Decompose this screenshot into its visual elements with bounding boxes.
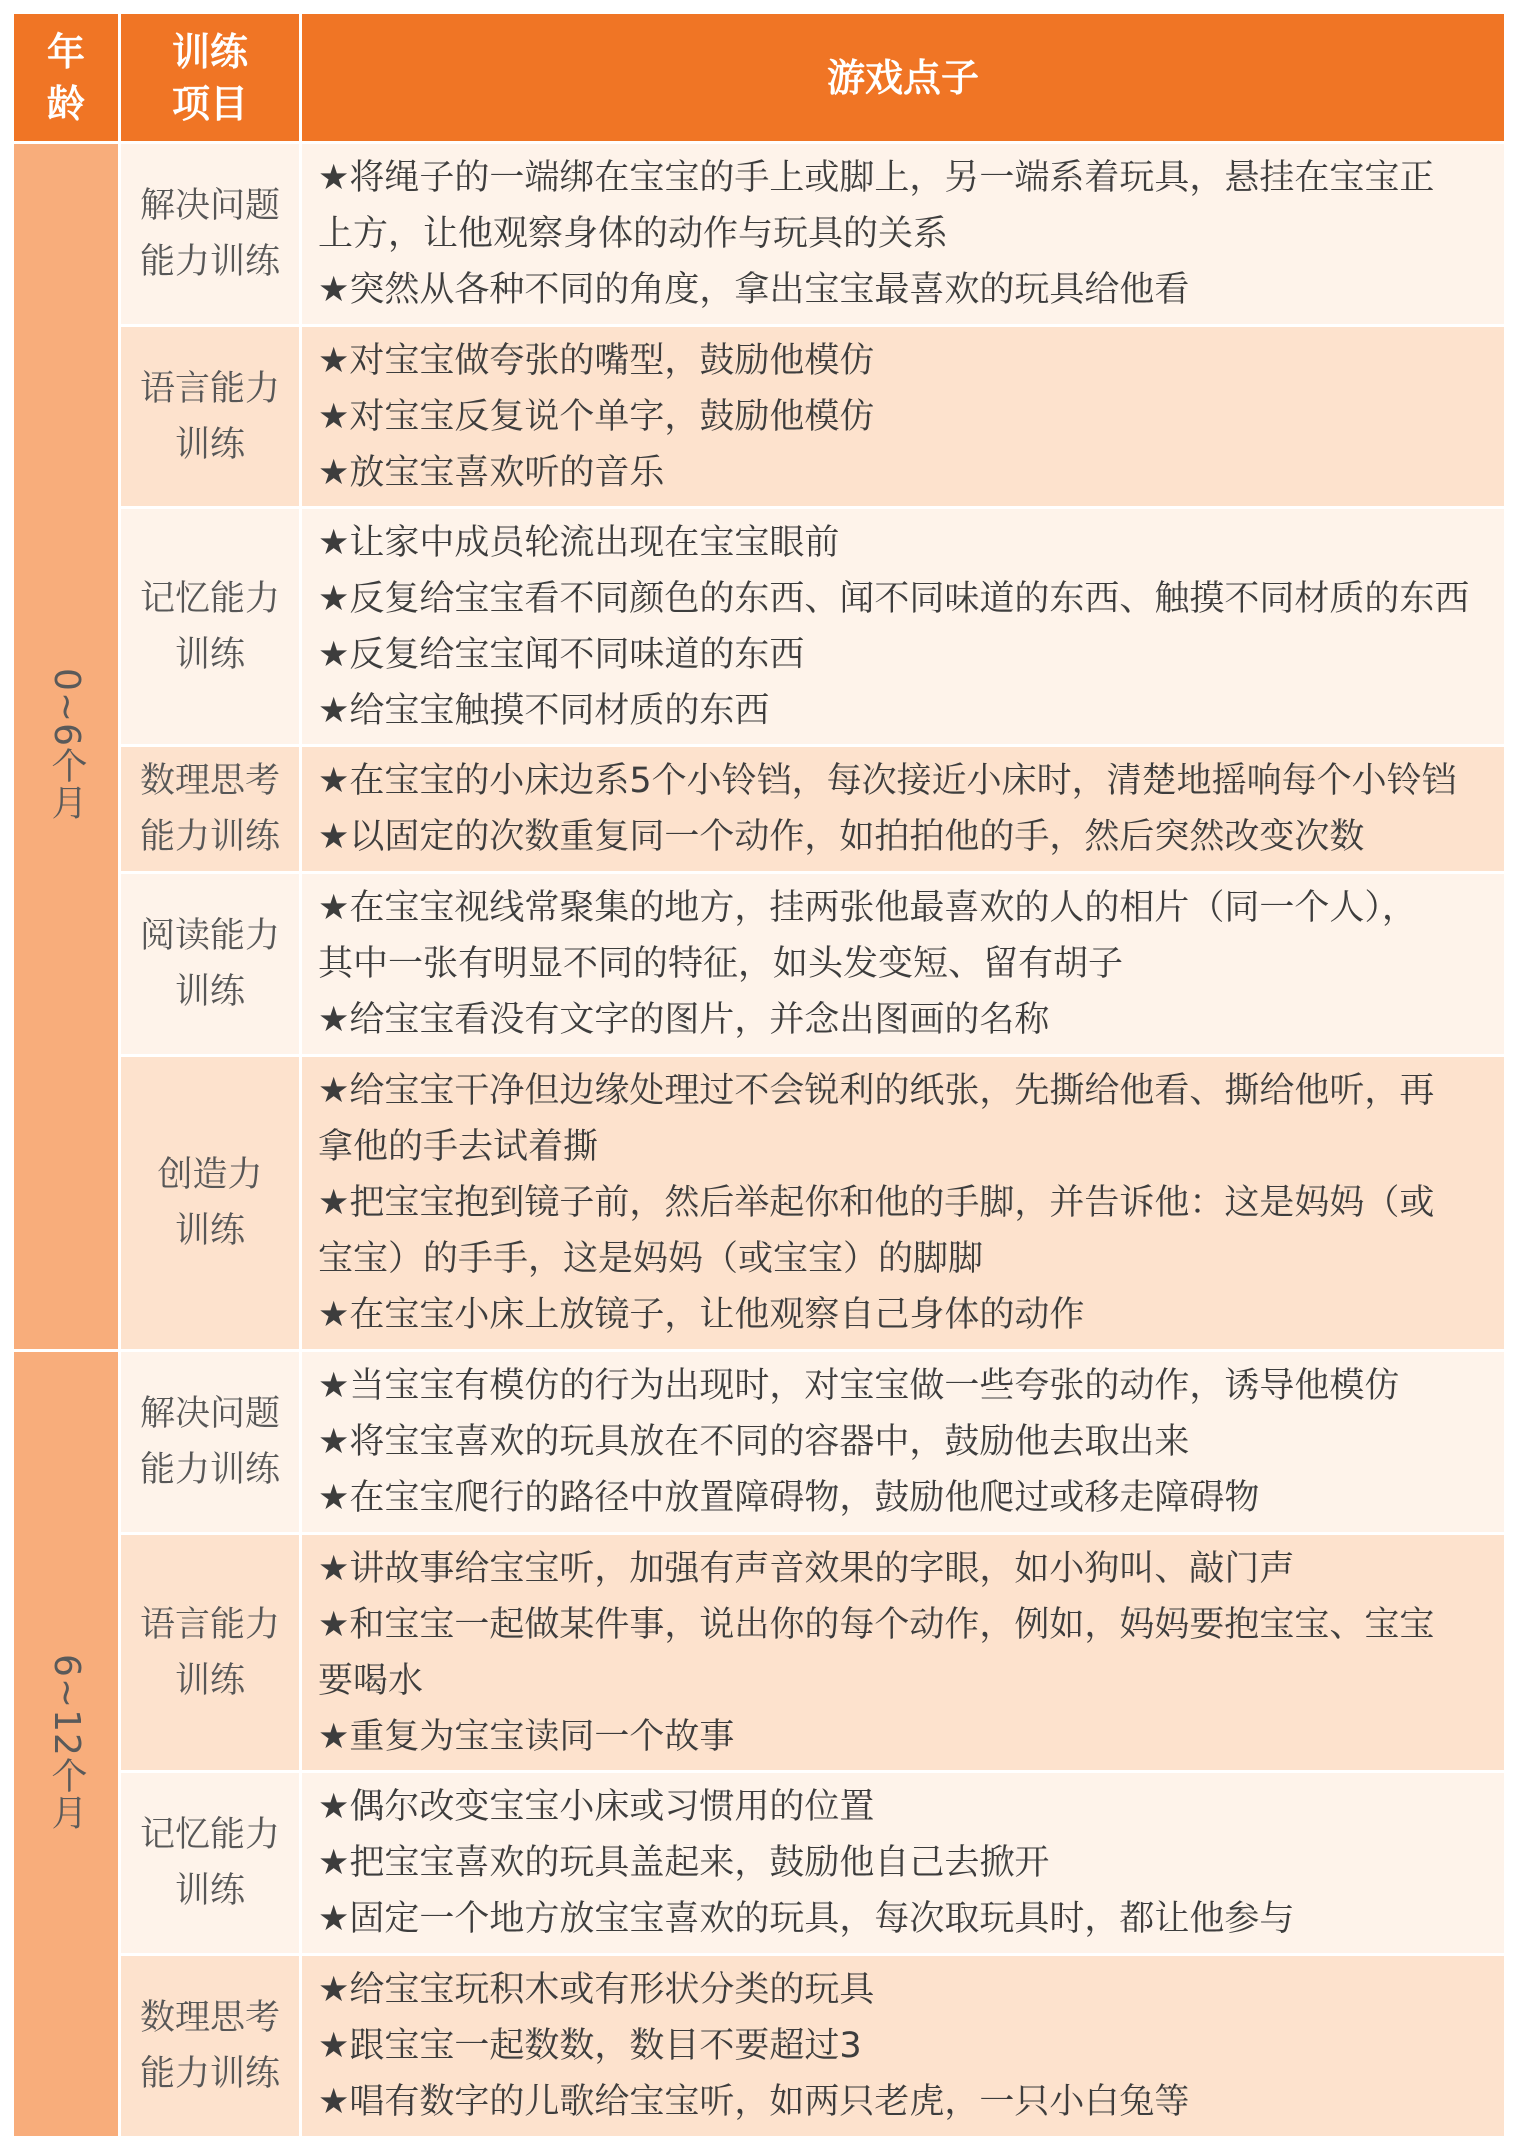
game-ideas-cell: [301, 873, 1506, 1056]
category-label-line: 能力训练: [139, 1450, 280, 1490]
idea-line: ★给宝宝干净但边缘处理过不会锐利的纸张，先撕给他看、撕给他听，再: [318, 1071, 1435, 1111]
idea-line: ★将绳子的一端绑在宝宝的手上或脚上，另一端系着玩具，悬挂在宝宝正: [318, 158, 1435, 198]
idea-line: ★当宝宝有模仿的行为出现时，对宝宝做一些夸张的动作，诱导他模仿: [318, 1366, 1400, 1406]
idea-line: ★把宝宝抱到镜子前，然后举起你和他的手脚，并告诉他：这是妈妈（或: [318, 1183, 1435, 1223]
category-label-line: 解决问题: [139, 186, 280, 226]
age-group-cell: [13, 1351, 120, 2138]
training-category-cell: [120, 873, 301, 1056]
category-label-line: 创造力: [157, 1155, 263, 1195]
header-game-ideas: 游戏点子: [301, 13, 1506, 143]
idea-line: ★在宝宝爬行的路径中放置障碍物，鼓励他爬过或移走障碍物: [318, 1478, 1260, 1518]
category-label-line: 记忆能力: [139, 1815, 280, 1855]
training-category-cell: [120, 1772, 301, 1955]
game-ideas-cell: [301, 1955, 1506, 2138]
table-row: [13, 1056, 1506, 1351]
training-category-cell: [120, 1534, 301, 1772]
idea-line: 其中一张有明显不同的特征，如头发变短、留有胡子: [318, 944, 1124, 984]
idea-line: ★在宝宝的小床边系5个小铃铛，每次接近小床时，清楚地摇响每个小铃铛: [318, 761, 1457, 801]
idea-line: 宝宝）的手手，这是妈妈（或宝宝）的脚脚: [318, 1239, 984, 1279]
category-label-line: 语言能力: [139, 368, 280, 409]
idea-line: ★在宝宝小床上放镜子，让他观察自己身体的动作: [318, 1295, 1085, 1335]
category-label-line: 数理思考: [139, 1998, 280, 2038]
table-row: [13, 1955, 1506, 2138]
category-label-line: 语言能力: [139, 1604, 280, 1645]
idea-line: ★讲故事给宝宝听，加强有声音效果的字眼，如小狗叫、敲门声: [318, 1548, 1295, 1589]
training-table: [11, 11, 1507, 2139]
training-category-cell: [120, 1351, 301, 1534]
idea-line: ★让家中成员轮流出现在宝宝眼前: [318, 522, 840, 563]
game-ideas-cell: [301, 143, 1506, 326]
idea-line: ★给宝宝玩积木或有形状分类的玩具: [318, 1970, 875, 2010]
category-label-line: 记忆能力: [139, 578, 280, 619]
category-label-line: 解决问题: [139, 1394, 280, 1434]
header-row: [13, 13, 1506, 143]
idea-line: ★放宝宝喜欢听的音乐: [318, 452, 665, 493]
idea-line: 要喝水: [318, 1660, 424, 1701]
table-row: [13, 1351, 1506, 1534]
table-row: [13, 143, 1506, 326]
idea-line: ★把宝宝喜欢的玩具盖起来，鼓励他自己去掀开: [318, 1843, 1050, 1883]
age-group-label: 6~12个月: [46, 1653, 87, 1831]
game-ideas-cell: [301, 326, 1506, 508]
header-training-item: 训练 项目: [120, 13, 301, 143]
header-age: 年 龄: [13, 13, 120, 143]
idea-line: ★重复为宝宝读同一个故事: [318, 1716, 735, 1757]
category-label-line: 能力训练: [139, 2054, 280, 2094]
table-row: [13, 873, 1506, 1056]
table-row: [13, 746, 1506, 873]
game-ideas-cell: [301, 1772, 1506, 1955]
category-label-line: 训练: [174, 1871, 245, 1911]
idea-line: ★唱有数字的儿歌给宝宝听，如两只老虎，一只小白兔等: [318, 2082, 1190, 2122]
game-ideas-cell: [301, 1351, 1506, 1534]
category-label-line: 训练: [174, 424, 245, 465]
game-ideas-cell: [301, 508, 1506, 746]
idea-line: ★跟宝宝一起数数，数目不要超过3: [318, 2026, 862, 2066]
idea-line: ★将宝宝喜欢的玩具放在不同的容器中，鼓励他去取出来: [318, 1422, 1190, 1462]
category-label-line: 训练: [174, 1660, 245, 1701]
category-label-line: 能力训练: [139, 242, 280, 282]
game-ideas-cell: [301, 1534, 1506, 1772]
age-group-cell: [13, 143, 120, 1351]
category-label-line: 能力训练: [139, 817, 280, 857]
category-label-line: 训练: [174, 972, 245, 1012]
age-group-label: 0~6个月: [46, 668, 87, 821]
idea-line: ★和宝宝一起做某件事，说出你的每个动作，例如，妈妈要抱宝宝、宝宝: [318, 1604, 1435, 1645]
idea-line: ★给宝宝看没有文字的图片，并念出图画的名称: [318, 1000, 1050, 1040]
game-ideas-cell: [301, 1056, 1506, 1351]
training-category-cell: [120, 508, 301, 746]
category-label-line: 训练: [174, 1211, 245, 1251]
idea-line: 拿他的手去试着撕: [318, 1127, 599, 1167]
category-label-line: 数理思考: [139, 761, 280, 801]
training-category-cell: [120, 326, 301, 508]
training-category-cell: [120, 1955, 301, 2138]
idea-line: ★对宝宝做夸张的嘴型，鼓励他模仿: [318, 340, 875, 381]
game-ideas-cell: [301, 746, 1506, 873]
idea-line: ★突然从各种不同的角度，拿出宝宝最喜欢的玩具给他看: [318, 270, 1190, 310]
table-body: [13, 143, 1506, 2138]
idea-line: ★给宝宝触摸不同材质的东西: [318, 690, 770, 731]
category-label-line: 训练: [174, 634, 245, 675]
training-category-cell: [120, 143, 301, 326]
idea-line: ★对宝宝反复说个单字，鼓励他模仿: [318, 396, 875, 437]
table-row: [13, 508, 1506, 746]
idea-line: 上方，让他观察身体的动作与玩具的关系: [318, 214, 949, 254]
idea-line: ★偶尔改变宝宝小床或习惯用的位置: [318, 1787, 875, 1827]
idea-line: ★反复给宝宝闻不同味道的东西: [318, 634, 805, 675]
idea-line: ★在宝宝视线常聚集的地方，挂两张他最喜欢的人的相片（同一个人），: [318, 888, 1417, 928]
idea-line: ★反复给宝宝看不同颜色的东西、闻不同味道的东西、触摸不同材质的东西: [318, 578, 1470, 619]
table-row: [13, 1772, 1506, 1955]
training-category-cell: [120, 746, 301, 873]
table-row: [13, 326, 1506, 508]
idea-line: ★以固定的次数重复同一个动作，如拍拍他的手，然后突然改变次数: [318, 817, 1365, 857]
table-row: [13, 1534, 1506, 1772]
idea-line: ★固定一个地方放宝宝喜欢的玩具，每次取玩具时，都让他参与: [318, 1899, 1295, 1939]
training-category-cell: [120, 1056, 301, 1351]
category-label-line: 阅读能力: [139, 916, 280, 956]
